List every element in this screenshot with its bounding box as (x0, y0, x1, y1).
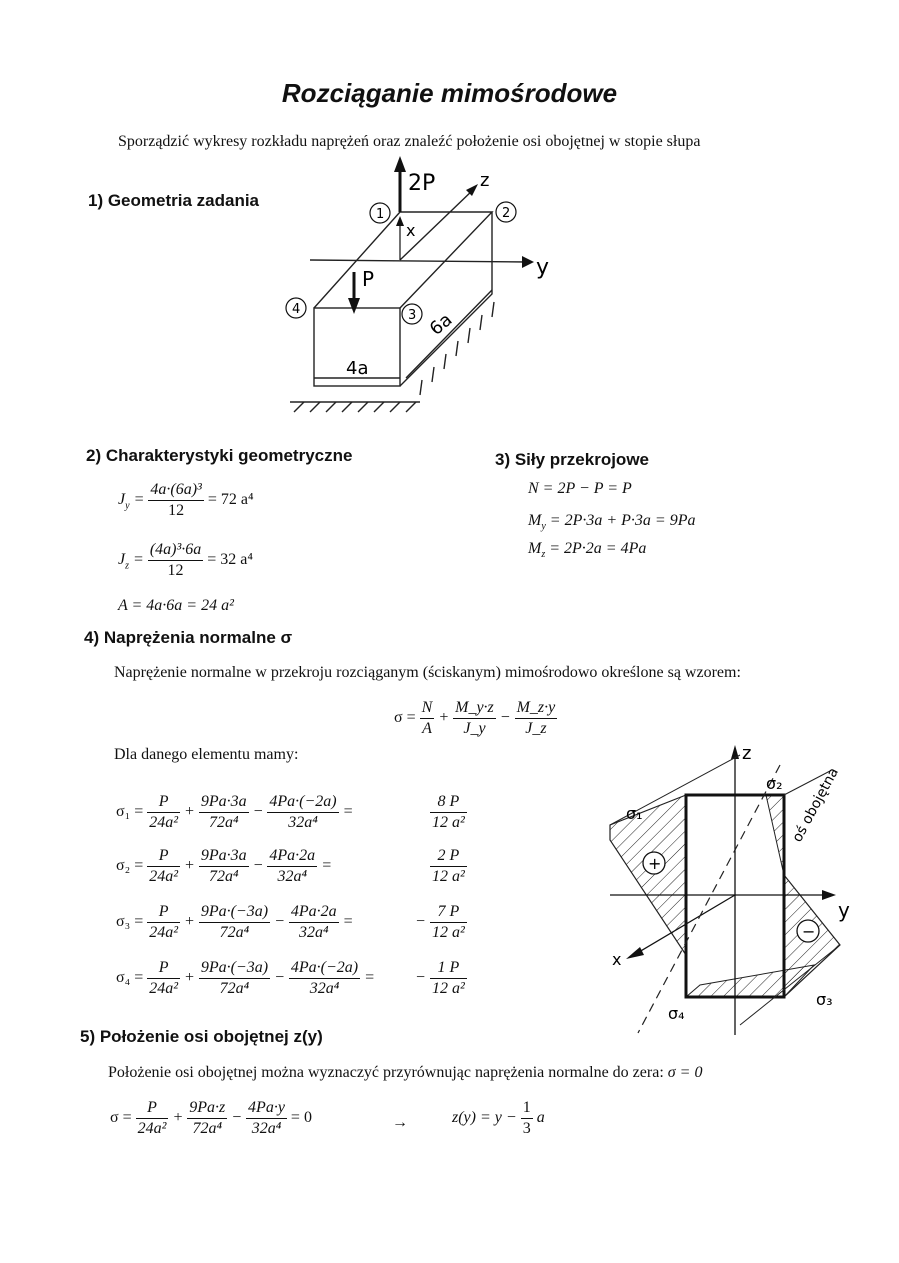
stress-general-formula: σ = $\frac{N}{A}$ + $\frac{M\_y\cdot z}{J\_y}$ − $\frac{M\_z\cdot y}{J\_z}$ (394, 699, 556, 737)
load-p-arrowhead (348, 298, 360, 314)
stress-result-4: − $\frac{1 P}{\text{12 a²}}$ (416, 959, 465, 997)
y-axis-arrowhead (522, 256, 534, 268)
geometry-diagram (270, 150, 570, 425)
stress-distribution-diagram (590, 735, 870, 1045)
axis-x-label: x (406, 221, 416, 240)
load-2p-arrowhead (394, 156, 406, 172)
depth-dimension (406, 290, 492, 378)
axis-z-label: z (480, 170, 490, 191)
x-axis-arrowhead (396, 216, 404, 226)
neutral-axis-equation: σ = $\frac{P}{\text{24a²}}$ + $\frac{9Pa\cdot z}{\text{72a⁴}}$ − $\frac{4Pa\cdot y}{\text{32a⁴}}$ = 0 (110, 1099, 312, 1137)
normal-force-formula: N = 2P − P = P (528, 480, 632, 497)
load-2p-label: 2P (408, 171, 436, 196)
stress-row-1: σ₁ = $\frac{P}{\text{24a²}}$ + $\frac{9Pa\cdot 3a}{\text{72a⁴}}$ − $\frac{4Pa\cdot(-2a)}{\text{32a⁴}}$ = (116, 793, 354, 831)
x-axis-arrowhead (626, 947, 644, 959)
sigma2-label: σ₂ (766, 774, 783, 793)
moment-y-formula: $M_y = 2P\cdot 3a + P\cdot 3a = 9Pa$ (528, 512, 696, 533)
neutral-axis-label: oś obojętna (789, 765, 842, 845)
section-3-heading: 3) Siły przekrojowe (495, 450, 649, 469)
section-2-heading: 2) Charakterystyki geometryczne (86, 446, 353, 465)
section-4-heading: 4) Naprężenia normalne σ (84, 628, 293, 647)
corner-4-label: 4 (292, 302, 301, 317)
jz-formula: $J_z$ = $\frac{\text{(4a)³·6a}}{12}$ = 32 a⁴ (118, 541, 253, 579)
stress-result-3: − $\frac{7 P}{\text{12 a²}}$ (416, 903, 465, 941)
corner-1-label: 1 (376, 207, 385, 222)
stress-row-3: σ₃ = $\frac{P}{\text{24a²}}$ + $\frac{9Pa\cdot(-3a)}{\text{72a⁴}}$ − $\frac{4Pa\cdot 2a}{\text{32a⁴}}$ = (116, 903, 354, 941)
width-label: 4a (346, 358, 369, 379)
axis-x-label: x (612, 950, 622, 969)
z-axis-arrowhead (731, 745, 739, 759)
sigma4-label: σ₄ (668, 1004, 685, 1023)
stress-row-2: σ₂ = $\frac{P}{\text{24a²}}$ + $\frac{9Pa\cdot 3a}{\text{72a⁴}}$ − $\frac{4Pa\cdot 2a}{\text{32a⁴}}$ = (116, 847, 332, 885)
axis-y-label: y (536, 255, 550, 280)
implication-arrow: → (392, 1114, 408, 1131)
section-1-heading: 1) Geometria zadania (88, 191, 260, 210)
y-axis-arrowhead (822, 890, 836, 900)
sigma1-label: σ₁ (626, 804, 643, 823)
axis-y-label: y (838, 898, 850, 922)
load-p-label: P (362, 267, 375, 291)
section-5-heading: 5) Położenie osi obojętnej z(y) (80, 1027, 323, 1046)
corner-2-label: 2 (502, 206, 511, 221)
jy-formula: $J_y$ = $\frac{\text{4a·(6a)³}}{12}$ = 72 a⁴ (118, 481, 254, 519)
positive-sign-label: + (648, 854, 662, 873)
top-stress-area (766, 795, 784, 875)
task-statement: Sporządzić wykresy rozkładu naprężeń oraz znaleźć położenie osi obojętnej w stopie słupa (118, 133, 701, 150)
depth-label: 6a (425, 309, 457, 340)
neutral-axis-result: z(y) = y − $\frac{1}{3}$ a (452, 1099, 545, 1137)
y-axis-line (310, 260, 528, 262)
corner-3-label: 3 (408, 308, 417, 323)
stress-result-2: $\frac{2 P}{\text{12 a²}}$ (432, 847, 465, 885)
axis-z-label: z (742, 743, 752, 764)
moment-z-formula: $M_z = 2P\cdot 2a = 4Pa$ (528, 540, 647, 561)
stress-row-4: σ₄ = $\frac{P}{\text{24a²}}$ + $\frac{9Pa\cdot(-3a)}{\text{72a⁴}}$ − $\frac{4Pa\cdot(-2a)}{\text{32a⁴}}$ = (116, 959, 375, 997)
stress-intro: Naprężenie normalne w przekroju rozciąganym (ściskanym) mimośrodowo określone są wzorem: (114, 664, 741, 681)
area-formula: A = 4a·6a = 24 a² (118, 597, 234, 614)
page-title: Rozciąganie mimośrodowe (281, 78, 618, 108)
given-element-text: Dla danego elementu mamy: (114, 746, 299, 763)
sigma3-label: σ₃ (816, 990, 833, 1009)
neutral-axis-intro: Położenie osi obojętnej można wyznaczyć przyrównując naprężenia normalne do zera: σ = 0 (108, 1064, 703, 1081)
negative-sign-label: − (802, 922, 816, 941)
stress-result-1: $\frac{8 P}{\text{12 a²}}$ (432, 793, 465, 831)
